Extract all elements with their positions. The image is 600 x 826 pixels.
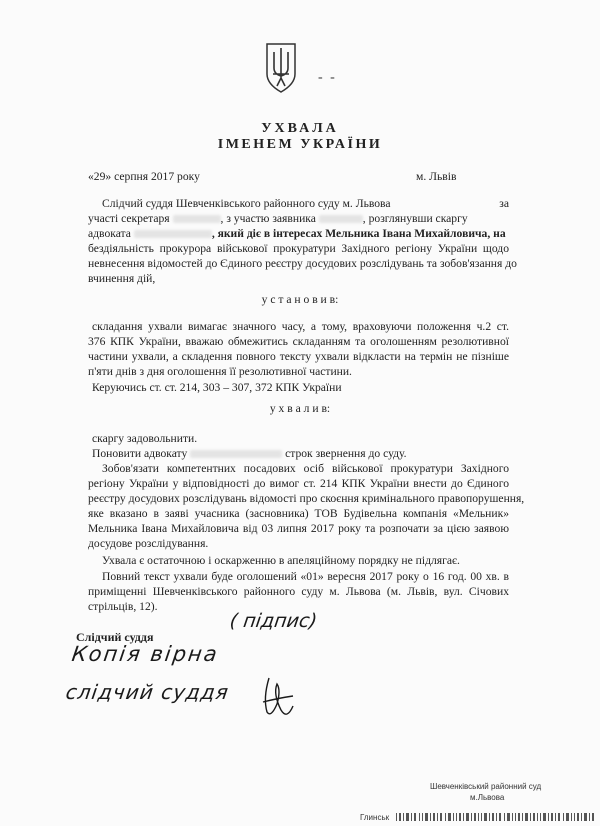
para1-line-3: адвоката , який діє в інтересах Мельника Івана Михайловича, на bbox=[88, 227, 506, 240]
handwritten-signed-note: ( підпис) bbox=[228, 610, 319, 632]
handwritten-judge-note: слідчий суддя bbox=[64, 680, 231, 704]
para2-line-2: 376 КПК України, вважаю обмежитись складанням та оголошенням резолютивної bbox=[88, 335, 509, 348]
resolution-3-line-1: Зобов'язати компетентних посадових осіб військової прокуратури Західного bbox=[102, 462, 509, 475]
signature-label: Слідчий суддя bbox=[76, 630, 154, 644]
stray-marks: - - bbox=[318, 70, 337, 85]
redacted-name bbox=[319, 215, 363, 223]
para2-line-4: п'яти днів з дня оголошення її резолютивної частини. bbox=[88, 365, 352, 378]
stamp-city: м.Львова bbox=[470, 793, 505, 802]
stamp-name: Глинськ bbox=[360, 813, 390, 822]
guided-by-line: Керуючись ст. ст. 214, 303 – 307, 372 КПК України bbox=[92, 381, 342, 394]
resolution-4: Ухвала є остаточною і оскарженню в апеляційному порядку не підлягає. bbox=[102, 554, 460, 567]
heading-resolved: у х в а л и в: bbox=[269, 402, 331, 415]
handwritten-signature bbox=[255, 672, 305, 722]
resolution-3-line-5: Мельника Івана Михайловича від 03 липня 2017 року та розпочати за цією заявою bbox=[88, 522, 509, 535]
barcode bbox=[396, 812, 594, 822]
redacted-name bbox=[173, 215, 221, 223]
para1-line-1: Слідчий суддя Шевченківського районного суду м. Львова за bbox=[102, 197, 509, 210]
document-city: м. Львів bbox=[416, 170, 457, 183]
para1-line-5: невнесення відомостей до Єдиного реєстру досудових розслідувань та зобов'язання до bbox=[88, 257, 517, 270]
para1-line-6: вчинення дій, bbox=[88, 272, 156, 285]
resolution-5-line-1: Повний текст ухвали буде оголошений «01» вересня 2017 року о 16 год. 00 хв. в bbox=[102, 570, 509, 583]
trident-emblem-icon bbox=[264, 40, 298, 94]
heading-established: у с т а н о в и в: bbox=[261, 293, 339, 306]
redacted-name bbox=[134, 230, 212, 238]
resolution-3-line-2: регіону України у відповідності до вимог ст. 214 КПК України внести до Єдиного bbox=[88, 477, 509, 490]
resolution-2: Поновити адвокату строк звернення до суду. bbox=[92, 447, 407, 460]
stamp-court: Шевченківський районний суд bbox=[430, 782, 542, 791]
para2-line-1: складання ухвали вимагає значного часу, а тому, враховуючи положення ч.2 ст. bbox=[92, 320, 509, 333]
document-title: УХВАЛА bbox=[261, 121, 339, 136]
para1-line-4: бездіяльність прокурора військової прокуратури Західного регіону України щодо bbox=[88, 242, 509, 255]
resolution-1: скаргу задовольнити. bbox=[92, 432, 198, 445]
document-date: «29» серпня 2017 року bbox=[88, 170, 200, 183]
redacted-name bbox=[190, 450, 282, 458]
resolution-3-line-4: яке вказано в заяві учасника (засновника) ТОВ Будівельна компанія «Мельник» bbox=[88, 507, 509, 520]
document-subtitle: ІМЕНЕМ УКРАЇНИ bbox=[217, 137, 383, 152]
resolution-3-line-3: реєстру досудових розслідувань відомості про скоєння кримінального правопорушення, bbox=[88, 492, 525, 505]
resolution-5-line-2: приміщенні Шевченківського районного суду м. Львова (м. Львів, вул. Січових bbox=[88, 585, 509, 598]
resolution-3-line-6: досудове розслідування. bbox=[88, 537, 209, 550]
para2-line-3: частини ухвали, а складення повного тексту ухвали відкласти на термін не пізніше bbox=[88, 350, 509, 363]
handwritten-copy-note: Копія вірна bbox=[70, 642, 221, 666]
resolution-5-line-3: стрільців, 12). bbox=[88, 600, 158, 613]
para1-line-2: участі секретаря , з участю заявника , розглянувши скаргу bbox=[88, 212, 468, 225]
